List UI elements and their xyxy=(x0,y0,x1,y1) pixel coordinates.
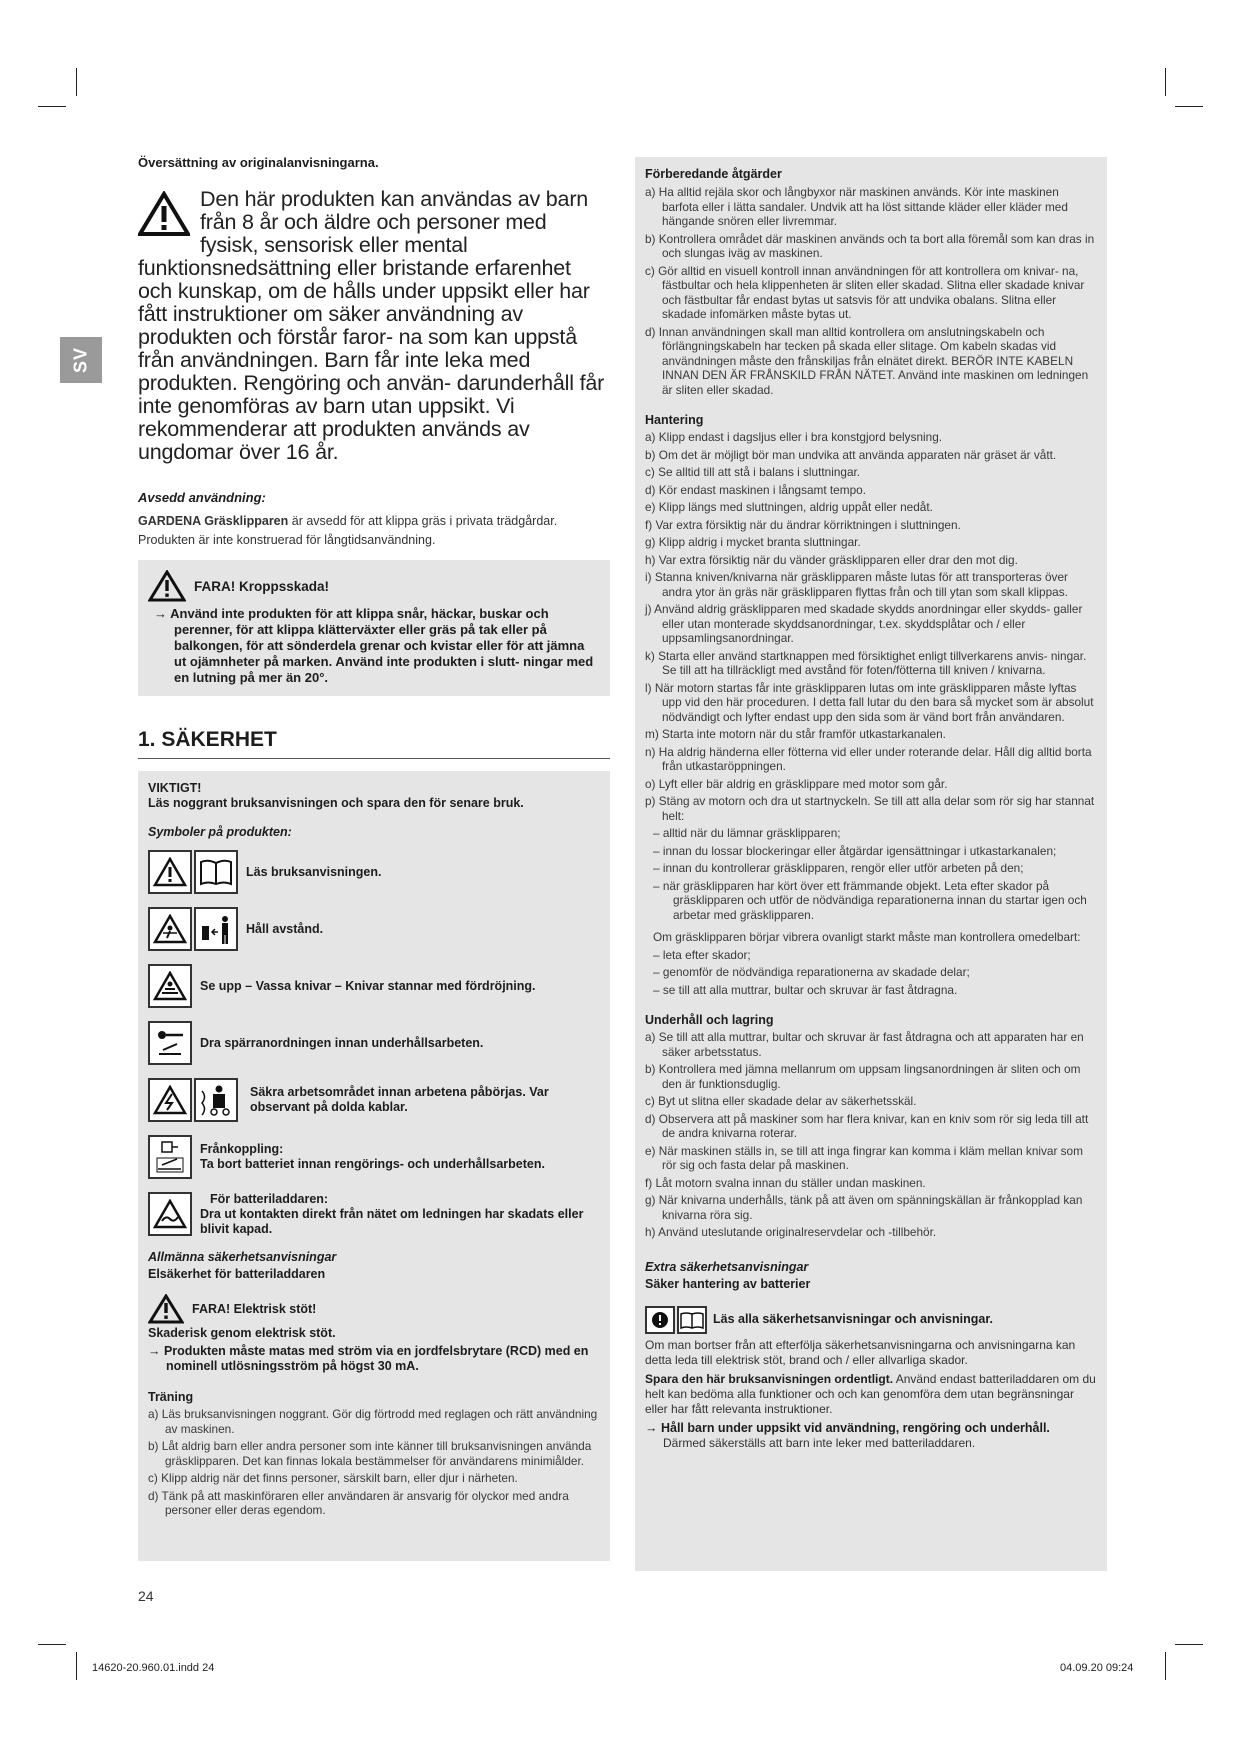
vibration-dash-item: – se till att alla muttrar, bultar och skruvar är fast åtdragna. xyxy=(653,982,958,997)
injury-danger-box xyxy=(138,560,610,696)
maintenance-item: f) Låt motorn svalna innan du ställer undan maskinen. xyxy=(645,1175,926,1190)
maintenance-item: b) Kontrollera med jämna mellanrum om uppsam lingsanordningen är sliten och om den är funktionsduglig. xyxy=(645,1062,1081,1091)
intended-use-note: Produkten är inte konstruerad för långtidsanvändning. xyxy=(138,533,436,547)
shock-danger-heading xyxy=(148,1294,600,1324)
symbol-text: Håll avstånd. xyxy=(246,921,324,936)
training-item: d) Tänk på att maskinföraren eller användaren är ansvarig för olyckor med andra personer eller deras egendom. xyxy=(148,1488,569,1517)
training-item: b) Låt aldrig barn eller andra personer som inte känner till bruksanvisningen använda gräsklipparen. Det kan finnas lokala bestämmelser för användarens minimiålder. xyxy=(148,1439,592,1468)
disconnect-battery-icon xyxy=(148,1135,192,1179)
language-tab xyxy=(60,337,102,383)
general-safety-heading: Allmänna säkerhetsanvisningar xyxy=(148,1250,337,1264)
injury-danger-heading xyxy=(148,570,600,602)
intended-use-heading: Avsedd användning: xyxy=(138,490,266,505)
crop-mark-bottom-right-v xyxy=(1165,1652,1166,1680)
symbol-text-detail: Dra ut kontakten direkt från nätet om ledningen har skadats eller blivit kapad. xyxy=(200,1206,584,1236)
book-icon xyxy=(677,1306,707,1334)
handling-item: m) Starta inte motorn när du står framför utkastarkanalen. xyxy=(645,727,946,741)
read-all-row xyxy=(645,1304,1097,1336)
charger-warning-icon xyxy=(148,1192,192,1236)
symbol-text: För batteriladdaren: xyxy=(210,1191,329,1206)
symbol-text: Se upp – Vassa knivar – Knivar stannar med fördröjning. xyxy=(200,978,536,993)
maintenance-item: d) Observera att på maskiner som har flera knivar, kan en kniv som rör sig leda till att de andra knivarna roterar. xyxy=(645,1111,1089,1140)
book-icon xyxy=(194,850,238,894)
intended-use-brand: GARDENA Gräsklipparen xyxy=(138,514,289,528)
symbols-heading: Symboler på produkten: xyxy=(148,825,292,839)
important-label: VIKTIGT! xyxy=(148,781,202,795)
keep-instructions-text: Använd endast batteriladdaren om du helt kan bedöma alla funktioner och och kan genomföra dem utan begränsningar eller har fått relevanta instruktioner. xyxy=(645,1371,1096,1416)
maintenance-heading: Underhåll och lagring xyxy=(645,1013,774,1027)
footer-file-name: 14620-20.960.01.indd 24 xyxy=(92,1662,215,1674)
handling-heading: Hantering xyxy=(645,413,704,427)
handling-item: b) Om det är möjligt bör man undvika att använda apparaten när gräset är vått. xyxy=(645,447,1057,462)
handling-item: n) Ha aldrig händerna eller fötterna vid eller under roterande delar. Håll dig alltid borta från utkastaröppningen. xyxy=(645,744,1092,773)
warning-triangle-icon xyxy=(148,1294,184,1324)
symbol-text: Säkra arbetsområdet innan arbetena påbörjas. Var observant på dolda kablar. xyxy=(250,1085,549,1114)
children-supervision-text: → Håll barn under uppsikt vid användning, rengöring och underhåll. xyxy=(645,1420,1050,1435)
warning-triangle-icon xyxy=(148,850,192,894)
sharp-blades-icon xyxy=(148,964,192,1008)
keep-instructions-paragraph xyxy=(645,1372,1097,1417)
shock-danger-sub: Skaderisk genom elektrisk stöt. xyxy=(148,1326,336,1340)
symbol-text: Läs bruksanvisningen. xyxy=(246,864,382,879)
symbol-row xyxy=(148,848,600,896)
injury-danger-text: → Använd inte produkten för att klippa snår, häckar, buskar och perenner, för att klippa klätterväxter eller gräs på tak eller på balkongen, för att sönderdela grenar och kvistar eller för att jämna ut ojämnheter på marken. Använd inte produkten i slutt- ningar med en lutning på mer än 20°. xyxy=(154,606,594,685)
handling-item: f) Var extra försiktig när du ändrar körriktningen i sluttningen. xyxy=(645,517,961,532)
crop-mark-top-left-v xyxy=(76,68,77,96)
left-column xyxy=(138,155,610,1561)
symbol-text: Dra spärranordningen innan underhållsarbeten. xyxy=(200,1035,484,1050)
crop-mark-bottom-left-h xyxy=(38,1644,66,1645)
handling-item: i) Stanna kniven/knivarna när gräsklipparen måste lutas för att transporteras över andra ytor än gräs när gräsklipparen flyttas från och till ytan som skall klippas. xyxy=(645,570,1068,599)
vibration-dash-item: – leta efter skador; xyxy=(653,947,751,962)
electric-hazard-icon xyxy=(148,1078,192,1122)
read-instructions-icon xyxy=(645,1306,675,1334)
symbol-row xyxy=(148,905,600,953)
crop-mark-top-right-h xyxy=(1175,106,1203,107)
handling-dash-item: – när gräsklipparen har kört över ett främmande objekt. Leta efter skador på gräsklipparen och utför de nödvändiga reparationerna innan du startar igen och arbetar med gräsklipparen. xyxy=(653,878,1087,922)
keep-distance-icon xyxy=(194,907,238,951)
footer-timestamp: 04.09.20 09:24 xyxy=(1060,1662,1134,1674)
vibration-text: Om gräsklipparen börjar vibrera ovanligt starkt måste man kontrollera omedelbart: xyxy=(653,930,1081,944)
hidden-cable-icon xyxy=(194,1078,238,1122)
handling-item: a) Klipp endast i dagsljus eller i bra konstgjord belysning. xyxy=(645,430,943,444)
injury-danger-title: FARA! Kroppsskada! xyxy=(194,578,330,594)
consequence-text: Om man bortser från att efterfölja säkerhetsanvisningarna och anvisningarna kan detta leda till elektrisk stöt, brand och / eller allvarliga skador. xyxy=(645,1337,1076,1367)
handling-item: k) Starta eller använd startknappen med försiktighet enligt tillverkarens anvis- ningar. Se till att ha tillräckligt med avstånd för foten/fötterna till kniven / knivarna. xyxy=(645,648,1087,677)
handling-item: p) Stäng av motorn och dra ut startnyckeln. Se till att alla delar som rör sig har stannat helt: xyxy=(645,794,1095,823)
maintenance-item: h) Använd uteslutande originalreservdelar och -tillbehör. xyxy=(645,1225,937,1239)
preparation-heading: Förberedande åtgärder xyxy=(645,167,782,181)
preparation-item: c) Gör alltid en visuell kontroll innan användningen för att kontrollera om knivar- na, fästbultar och hela klippenheten är sliten eller skadad. Slitna eller skadade knivar och fästbultar får endast bytas ut satsvis för att undvika obalans. Slitna eller skadade infomärken måste bytas ut. xyxy=(645,263,1085,321)
handling-item: c) Se alltid till att stå i balans i sluttningar. xyxy=(645,465,861,479)
training-item: a) Läs bruksanvisningen noggrant. Gör dig förtrodd med reglagen och rätt användning av maskinen. xyxy=(148,1407,598,1436)
symbol-text-block xyxy=(200,1192,600,1237)
language-tab-label: SV xyxy=(70,346,91,374)
right-column xyxy=(635,157,1107,1571)
preparation-item: d) Innan användningen skall man alltid kontrollera om anslutningskabeln och förlängningskabeln har tecken på skada eller slitage. Om kabeln skadas vid användningen måste den frånskiljas från elnätet direkt. BERÖR INTE KABELN INNAN DEN ÄR FRÅNSKILD FRÅN NÄTET. Använd inte maskinen om ledningen är sliten eller skadad. xyxy=(645,324,1089,397)
translation-note: Översättning av originalanvisningarna. xyxy=(138,155,379,170)
handling-item: g) Klipp aldrig i mycket branta sluttningar. xyxy=(645,535,861,549)
crop-mark-bottom-right-h xyxy=(1175,1644,1203,1645)
symbol-row xyxy=(148,1133,600,1181)
crop-mark-top-right-v xyxy=(1165,68,1166,96)
handling-item: o) Lyft eller bär aldrig en gräsklippare med motor som går. xyxy=(645,776,948,791)
maintenance-item: g) När knivarna underhålls, tänk på att även om spänningskällan är frånkopplad kan knivarna röra sig. xyxy=(645,1193,1083,1222)
handling-item: e) Klipp längs med sluttningen, aldrig uppåt eller nedåt. xyxy=(645,500,933,514)
keep-instructions-label: Spara den här bruksanvisningen ordentligt. xyxy=(645,1371,894,1386)
section-title: 1. SÄKERHET xyxy=(138,728,610,759)
thrown-object-warning-icon xyxy=(148,907,192,951)
training-heading: Träning xyxy=(148,1390,194,1404)
age-warning-text: Den här produkten kan användas av barn från 8 år och äldre och personer med fysisk, sensorisk eller mental funktionsnedsättning eller bristande erfarenhet och kunskap, om de hålls under uppsikt eller har fått instruktioner om säker användning av produkten och förstår faror- na som kan uppstå från användningen. Barn får inte leka med produkten. Rengöring och använ- darunderhåll får inte genomföras av barn utan uppsikt. Vi rekommenderar att produkten används av ungdomar över 16 år. xyxy=(138,187,605,464)
extra-safety-heading: Extra säkerhetsanvisningar xyxy=(645,1259,809,1274)
symbol-row xyxy=(148,962,600,1010)
handling-dash-item: – innan du kontrollerar gräsklipparen, rengör eller utför arbeten på den; xyxy=(653,861,1024,875)
symbol-row xyxy=(148,1190,600,1238)
handling-item: j) Använd aldrig gräsklipparen med skadade skydds anordningar eller skydds- galler eller utan monterade skyddsanordningar, t.ex. skyddsplåtar och / eller uppsamlingsanordningar. xyxy=(645,602,1083,645)
maintenance-item: a) Se till att alla muttrar, bultar och skruvar är fast åtdragna och att apparaten har en säker arbetsstatus. xyxy=(645,1030,1084,1059)
handling-dash-item: – innan du lossar blockeringar eller åtgärdar igensättningar i utkastarkanalen; xyxy=(653,843,1057,858)
intended-use-text: är avsedd för att klippa gräs i privata trädgårdar. xyxy=(288,514,558,528)
warning-triangle-icon xyxy=(148,570,186,602)
handling-dash-item: – alltid när du lämnar gräsklipparen; xyxy=(653,826,841,840)
handling-item: l) När motorn startas får inte gräsklipparen lutas om inte gräsklipparen måste lyftas upp vid den här proceduren. I detta fall lutar du den bara så mycket som är absolut nödvändigt och lyfter endast upp den sida som är vänd bort från användaren. xyxy=(645,680,1094,724)
warning-triangle-icon xyxy=(138,191,190,237)
symbol-text-block xyxy=(200,1142,545,1172)
age-warning xyxy=(138,188,610,464)
battery-safety-heading: Säker hantering av batterier xyxy=(645,1276,811,1291)
handling-item: d) Kör endast maskinen i långsamt tempo. xyxy=(645,482,866,497)
key-lock-icon xyxy=(148,1021,192,1065)
crop-mark-bottom-left-v xyxy=(76,1652,77,1680)
symbol-row xyxy=(148,1076,600,1124)
symbol-text-detail: Ta bort batteriet innan rengörings- och underhållsarbeten. xyxy=(200,1157,545,1171)
vibration-dash-item: – genomför de nödvändiga reparationerna av skadade delar; xyxy=(653,965,970,979)
electrical-safety-heading: Elsäkerhet för batteriladdaren xyxy=(148,1267,326,1281)
important-text: Läs noggrant bruksanvisningen och spara den för senare bruk. xyxy=(148,796,524,810)
maintenance-item: e) När maskinen ställs in, se till att inga fingrar kan komma i kläm mellan knivar som rör sig och fasta delar på maskinen. xyxy=(645,1143,1083,1172)
symbol-row xyxy=(148,1019,600,1067)
handling-item: h) Var extra försiktig när du vänder gräsklipparen eller drar den mot dig. xyxy=(645,552,1018,567)
children-supervision-sub: Därmed säkerställs att barn inte leker med batteriladdaren. xyxy=(663,1435,976,1450)
training-item: c) Klipp aldrig när det finns personer, särskilt barn, eller djur i närheten. xyxy=(148,1471,518,1485)
symbol-text: Frånkoppling: xyxy=(200,1142,284,1156)
read-all-text: Läs alla säkerhetsanvisningar och anvisningar. xyxy=(713,1312,993,1326)
intended-use-paragraph xyxy=(138,513,610,529)
page-number: 24 xyxy=(138,1588,154,1604)
preparation-item: b) Kontrollera området där maskinen används och ta bort alla föremål som kan dras in och slungas iväg av maskinen. xyxy=(645,231,1095,260)
crop-mark-top-left-h xyxy=(38,106,66,107)
shock-danger-title: FARA! Elektrisk stöt! xyxy=(192,1302,317,1316)
safety-block xyxy=(138,771,610,1561)
maintenance-item: c) Byt ut slitna eller skadade delar av säkerhetsskäl. xyxy=(645,1094,917,1108)
preparation-item: a) Ha alltid rejäla skor och långbyxor när maskinen används. Kör inte maskinen barfota eller i lätta sandaler. Undvik att ha löst sittande kläder eller kläder med hängande snören eller livremmar. xyxy=(645,185,1068,228)
shock-danger-text: → Produkten måste matas med ström via en jordfelsbrytare (RCD) med en nominell utlösningsström på högst 30 mA. xyxy=(148,1344,589,1373)
